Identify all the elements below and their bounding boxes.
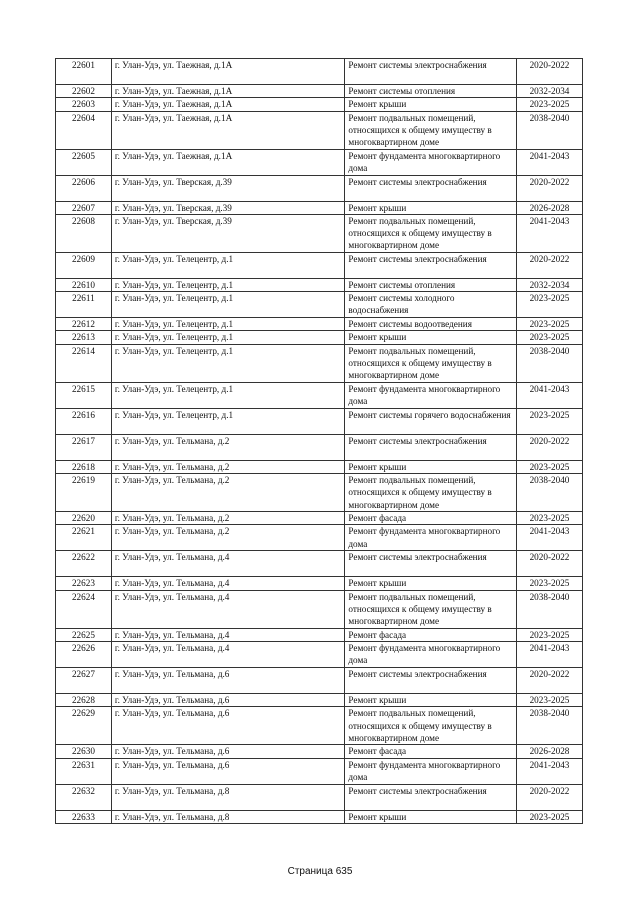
cell-period: 2023-2025 <box>516 628 582 641</box>
table-row <box>56 474 583 512</box>
works-table <box>55 58 583 824</box>
cell-num: 22614 <box>56 344 112 382</box>
cell-period: 2041-2043 <box>516 758 582 784</box>
cell-period: 2023-2025 <box>516 512 582 525</box>
cell-work: Ремонт системы горячего водоснабжения <box>345 408 517 434</box>
cell-num: 22601 <box>56 59 112 85</box>
cell-num: 22607 <box>56 201 112 214</box>
cell-num: 22610 <box>56 278 112 291</box>
cell-period: 2026-2028 <box>516 745 582 758</box>
table-row <box>56 98 583 111</box>
cell-period: 2041-2043 <box>516 525 582 551</box>
cell-work: Ремонт фундамента многоквартирного дома <box>345 758 517 784</box>
cell-address: г. Улан-Удэ, ул. Тельмана, д.6 <box>111 745 345 758</box>
table-row <box>56 590 583 628</box>
table-row <box>56 758 583 784</box>
table-row <box>56 201 583 214</box>
cell-work: Ремонт подвальных помещений, относящихся к общему имуществу в многоквартирном доме <box>345 214 517 252</box>
cell-period: 2032-2034 <box>516 85 582 98</box>
cell-period: 2023-2025 <box>516 577 582 590</box>
cell-address: г. Улан-Удэ, ул. Тельмана, д.6 <box>111 707 345 745</box>
table-row <box>56 745 583 758</box>
page-number: Страница 635 <box>287 866 353 877</box>
cell-num: 22604 <box>56 111 112 149</box>
cell-num: 22615 <box>56 382 112 408</box>
cell-address: г. Улан-Удэ, ул. Таежная, д.1А <box>111 149 345 175</box>
cell-work: Ремонт системы электроснабжения <box>345 252 517 278</box>
cell-period: 2023-2025 <box>516 331 582 344</box>
table-row <box>56 551 583 577</box>
cell-work: Ремонт фасада <box>345 745 517 758</box>
cell-work: Ремонт системы электроснабжения <box>345 667 517 693</box>
cell-num: 22631 <box>56 758 112 784</box>
cell-address: г. Улан-Удэ, ул. Телецентр, д.1 <box>111 292 345 318</box>
cell-period: 2038-2040 <box>516 474 582 512</box>
table-row <box>56 628 583 641</box>
table-row <box>56 149 583 175</box>
cell-num: 22618 <box>56 460 112 473</box>
cell-address: г. Улан-Удэ, ул. Тельмана, д.2 <box>111 474 345 512</box>
cell-address: г. Улан-Удэ, ул. Тельмана, д.4 <box>111 551 345 577</box>
cell-period: 2041-2043 <box>516 149 582 175</box>
cell-address: г. Улан-Удэ, ул. Тельмана, д.2 <box>111 434 345 460</box>
cell-period: 2041-2043 <box>516 214 582 252</box>
cell-work: Ремонт крыши <box>345 201 517 214</box>
cell-work: Ремонт крыши <box>345 460 517 473</box>
cell-num: 22617 <box>56 434 112 460</box>
cell-num: 22633 <box>56 810 112 823</box>
cell-num: 22622 <box>56 551 112 577</box>
table-row <box>56 784 583 810</box>
table-row <box>56 278 583 291</box>
table-row <box>56 382 583 408</box>
cell-num: 22612 <box>56 318 112 331</box>
cell-address: г. Улан-Удэ, ул. Тельмана, д.2 <box>111 512 345 525</box>
cell-address: г. Улан-Удэ, ул. Таежная, д.1А <box>111 85 345 98</box>
cell-address: г. Улан-Удэ, ул. Тельмана, д.4 <box>111 577 345 590</box>
cell-period: 2020-2022 <box>516 551 582 577</box>
cell-period: 2023-2025 <box>516 292 582 318</box>
cell-address: г. Улан-Удэ, ул. Телецентр, д.1 <box>111 344 345 382</box>
cell-num: 22629 <box>56 707 112 745</box>
cell-address: г. Улан-Удэ, ул. Тверская, д.39 <box>111 175 345 201</box>
cell-period: 2020-2022 <box>516 434 582 460</box>
cell-period: 2041-2043 <box>516 382 582 408</box>
cell-work: Ремонт крыши <box>345 810 517 823</box>
cell-num: 22620 <box>56 512 112 525</box>
cell-num: 22609 <box>56 252 112 278</box>
cell-period: 2020-2022 <box>516 59 582 85</box>
cell-num: 22602 <box>56 85 112 98</box>
cell-work: Ремонт системы отопления <box>345 278 517 291</box>
cell-address: г. Улан-Удэ, ул. Тельмана, д.4 <box>111 628 345 641</box>
table-row <box>56 641 583 667</box>
cell-address: г. Улан-Удэ, ул. Тельмана, д.8 <box>111 810 345 823</box>
cell-work: Ремонт системы электроснабжения <box>345 434 517 460</box>
cell-work: Ремонт подвальных помещений, относящихся к общему имуществу в многоквартирном доме <box>345 111 517 149</box>
cell-num: 22608 <box>56 214 112 252</box>
cell-address: г. Улан-Удэ, ул. Телецентр, д.1 <box>111 331 345 344</box>
cell-period: 2020-2022 <box>516 175 582 201</box>
table-row <box>56 693 583 706</box>
cell-address: г. Улан-Удэ, ул. Таежная, д.1А <box>111 98 345 111</box>
cell-address: г. Улан-Удэ, ул. Телецентр, д.1 <box>111 278 345 291</box>
cell-address: г. Улан-Удэ, ул. Тельмана, д.4 <box>111 641 345 667</box>
cell-period: 2026-2028 <box>516 201 582 214</box>
cell-period: 2023-2025 <box>516 408 582 434</box>
cell-work: Ремонт подвальных помещений, относящихся к общему имуществу в многоквартирном доме <box>345 590 517 628</box>
cell-work: Ремонт подвальных помещений, относящихся к общему имуществу в многоквартирном доме <box>345 474 517 512</box>
cell-num: 22632 <box>56 784 112 810</box>
cell-num: 22628 <box>56 693 112 706</box>
cell-num: 22621 <box>56 525 112 551</box>
cell-period: 2041-2043 <box>516 641 582 667</box>
table-row <box>56 577 583 590</box>
cell-work: Ремонт фундамента многоквартирного дома <box>345 382 517 408</box>
cell-num: 22619 <box>56 474 112 512</box>
table-row <box>56 85 583 98</box>
cell-address: г. Улан-Удэ, ул. Тельмана, д.4 <box>111 590 345 628</box>
table-row <box>56 292 583 318</box>
cell-period: 2023-2025 <box>516 810 582 823</box>
cell-address: г. Улан-Удэ, ул. Телецентр, д.1 <box>111 382 345 408</box>
cell-period: 2023-2025 <box>516 318 582 331</box>
cell-num: 22626 <box>56 641 112 667</box>
cell-work: Ремонт крыши <box>345 693 517 706</box>
cell-work: Ремонт крыши <box>345 98 517 111</box>
table-row <box>56 175 583 201</box>
cell-period: 2038-2040 <box>516 344 582 382</box>
table-row <box>56 460 583 473</box>
table-row <box>56 667 583 693</box>
cell-work: Ремонт крыши <box>345 577 517 590</box>
cell-work: Ремонт фундамента многоквартирного дома <box>345 641 517 667</box>
cell-num: 22613 <box>56 331 112 344</box>
cell-address: г. Улан-Удэ, ул. Тельмана, д.6 <box>111 758 345 784</box>
cell-address: г. Улан-Удэ, ул. Тельмана, д.6 <box>111 667 345 693</box>
cell-address: г. Улан-Удэ, ул. Тельмана, д.2 <box>111 460 345 473</box>
table-row <box>56 318 583 331</box>
table-row <box>56 525 583 551</box>
cell-address: г. Улан-Удэ, ул. Таежная, д.1А <box>111 59 345 85</box>
cell-work: Ремонт крыши <box>345 331 517 344</box>
cell-period: 2020-2022 <box>516 252 582 278</box>
cell-num: 22603 <box>56 98 112 111</box>
table-row <box>56 434 583 460</box>
cell-num: 22625 <box>56 628 112 641</box>
cell-work: Ремонт системы водоотведения <box>345 318 517 331</box>
cell-work: Ремонт системы электроснабжения <box>345 59 517 85</box>
cell-num: 22627 <box>56 667 112 693</box>
table-row <box>56 408 583 434</box>
cell-address: г. Улан-Удэ, ул. Тверская, д.39 <box>111 201 345 214</box>
cell-period: 2020-2022 <box>516 667 582 693</box>
table-row <box>56 810 583 823</box>
table-row <box>56 331 583 344</box>
cell-period: 2020-2022 <box>516 784 582 810</box>
cell-work: Ремонт системы холодного водоснабжения <box>345 292 517 318</box>
cell-work: Ремонт фундамента многоквартирного дома <box>345 525 517 551</box>
table-row <box>56 214 583 252</box>
table-row <box>56 344 583 382</box>
cell-address: г. Улан-Удэ, ул. Тельмана, д.2 <box>111 525 345 551</box>
cell-num: 22606 <box>56 175 112 201</box>
cell-num: 22616 <box>56 408 112 434</box>
table-row <box>56 59 583 85</box>
cell-num: 22623 <box>56 577 112 590</box>
cell-period: 2038-2040 <box>516 111 582 149</box>
cell-address: г. Улан-Удэ, ул. Телецентр, д.1 <box>111 408 345 434</box>
cell-address: г. Улан-Удэ, ул. Телецентр, д.1 <box>111 318 345 331</box>
cell-work: Ремонт фасада <box>345 628 517 641</box>
cell-num: 22611 <box>56 292 112 318</box>
cell-period: 2032-2034 <box>516 278 582 291</box>
cell-address: г. Улан-Удэ, ул. Тельмана, д.6 <box>111 693 345 706</box>
cell-num: 22630 <box>56 745 112 758</box>
cell-num: 22624 <box>56 590 112 628</box>
table-row <box>56 512 583 525</box>
cell-work: Ремонт системы электроснабжения <box>345 551 517 577</box>
cell-work: Ремонт подвальных помещений, относящихся к общему имуществу в многоквартирном доме <box>345 707 517 745</box>
cell-period: 2023-2025 <box>516 460 582 473</box>
cell-period: 2023-2025 <box>516 98 582 111</box>
cell-address: г. Улан-Удэ, ул. Телецентр, д.1 <box>111 252 345 278</box>
table-row <box>56 252 583 278</box>
cell-work: Ремонт системы электроснабжения <box>345 784 517 810</box>
table-row <box>56 111 583 149</box>
cell-period: 2038-2040 <box>516 707 582 745</box>
table-body <box>56 59 583 824</box>
cell-address: г. Улан-Удэ, ул. Тельмана, д.8 <box>111 784 345 810</box>
cell-address: г. Улан-Удэ, ул. Тверская, д.39 <box>111 214 345 252</box>
cell-work: Ремонт фундамента многоквартирного дома <box>345 149 517 175</box>
cell-work: Ремонт системы отопления <box>345 85 517 98</box>
cell-work: Ремонт системы электроснабжения <box>345 175 517 201</box>
cell-work: Ремонт фасада <box>345 512 517 525</box>
cell-num: 22605 <box>56 149 112 175</box>
cell-work: Ремонт подвальных помещений, относящихся к общему имуществу в многоквартирном доме <box>345 344 517 382</box>
cell-address: г. Улан-Удэ, ул. Таежная, д.1А <box>111 111 345 149</box>
cell-period: 2038-2040 <box>516 590 582 628</box>
cell-period: 2023-2025 <box>516 693 582 706</box>
table-row <box>56 707 583 745</box>
